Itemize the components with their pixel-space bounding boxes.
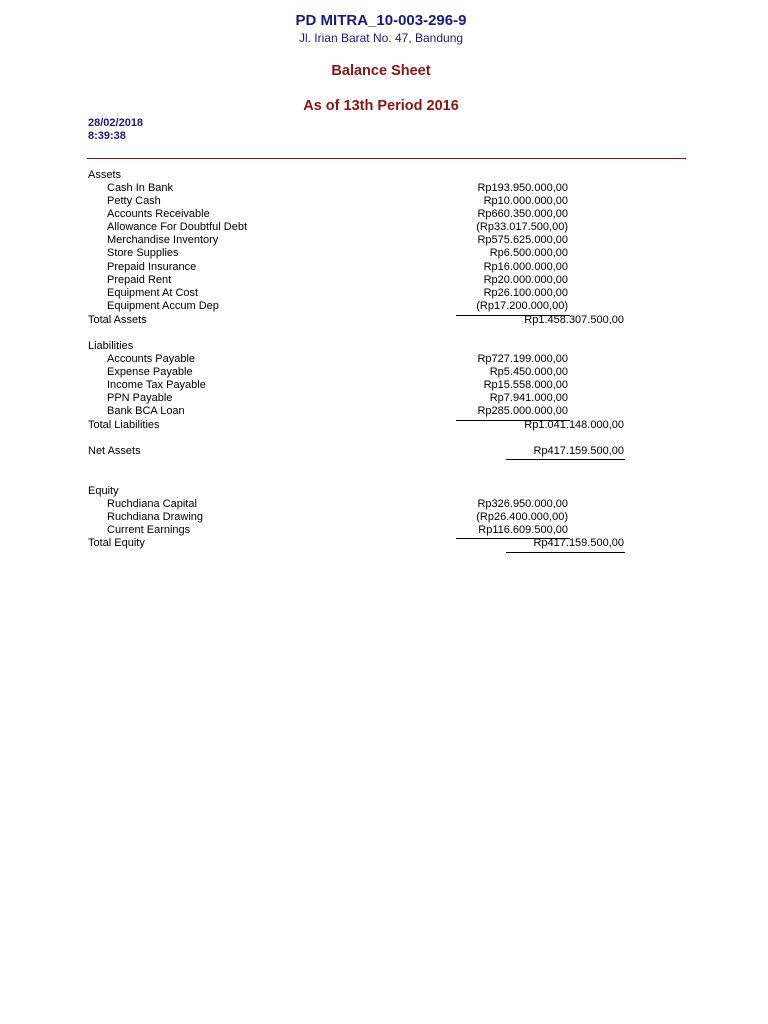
list-item [0, 524, 768, 537]
net-assets-label: Net Assets [88, 445, 141, 457]
total-label: Total Equity [88, 537, 145, 549]
account-label: Ruchdiana Drawing [107, 511, 203, 523]
net-assets-amount: Rp417.159.500,00 [533, 445, 624, 457]
equity-heading-row [0, 485, 768, 498]
company-address: Jl. Irian Barat No. 47, Bandung [298, 31, 464, 45]
account-label: Prepaid Insurance [107, 261, 197, 273]
account-label: Store Supplies [107, 247, 179, 259]
total-amount: Rp1.458.307.500,00 [524, 314, 624, 326]
net-assets-row [0, 445, 768, 458]
account-label: Accounts Payable [107, 353, 196, 365]
liabilities-heading-row [0, 340, 768, 353]
list-item [0, 379, 768, 392]
total-row [0, 314, 768, 327]
account-label: Equipment At Cost [107, 287, 199, 299]
total-label: Total Liabilities [88, 419, 160, 431]
account-label: Current Earnings [107, 524, 191, 536]
equity-total-rule [506, 552, 625, 553]
print-time: 8:39:38 [88, 130, 126, 142]
list-item [0, 274, 768, 287]
total-amount: Rp417.159.500,00 [533, 537, 624, 549]
account-amount: (Rp33.017.500,00) [476, 221, 568, 233]
header-divider [87, 158, 686, 159]
section-heading: Assets [88, 169, 122, 181]
list-item [0, 195, 768, 208]
account-amount: Rp116.609.500,00 [478, 524, 568, 536]
account-amount: Rp575.625.000,00 [477, 234, 568, 246]
account-label: Income Tax Payable [107, 379, 206, 391]
account-label: Ruchdiana Capital [107, 498, 197, 510]
account-amount: Rp727.199.000,00 [477, 353, 568, 365]
list-item [0, 247, 768, 260]
list-item [0, 182, 768, 195]
account-amount: Rp26.100.000,00 [483, 287, 568, 299]
list-item [0, 511, 768, 524]
account-label: PPN Payable [107, 392, 173, 404]
company-name: PD MITRA_10-003-296-9 [295, 12, 467, 29]
section-heading: Liabilities [88, 340, 134, 352]
account-label: Cash In Bank [107, 182, 174, 194]
list-item [0, 392, 768, 405]
account-amount: (Rp17.200.000,00) [476, 300, 568, 312]
report-period: As of 13th Period 2016 [303, 98, 459, 114]
list-item [0, 234, 768, 247]
account-amount: Rp15.558.000,00 [483, 379, 568, 391]
account-amount: Rp10.000.000,00 [483, 195, 568, 207]
print-date: 28/02/2018 [88, 117, 144, 129]
total-label: Total Assets [88, 314, 147, 326]
list-item [0, 261, 768, 274]
account-label: Expense Payable [107, 366, 193, 378]
account-label: Accounts Receivable [107, 208, 210, 220]
list-item [0, 498, 768, 511]
account-amount: Rp5.450.000,00 [489, 366, 568, 378]
total-row [0, 537, 768, 550]
report-title: Balance Sheet [331, 63, 431, 79]
total-amount: Rp1.041.148.000,00 [524, 419, 624, 431]
account-amount: Rp193.950.000,00 [477, 182, 568, 194]
section-heading: Equity [88, 485, 119, 497]
assets-heading-row [0, 169, 768, 182]
account-amount: Rp20.000.000,00 [483, 274, 568, 286]
account-label: Allowance For Doubtful Debt [107, 221, 248, 233]
account-label: Prepaid Rent [107, 274, 172, 286]
net-assets-rule [506, 459, 625, 460]
account-label: Petty Cash [107, 195, 161, 207]
account-amount: Rp285.000.000,00 [477, 405, 568, 417]
account-amount: Rp660.350.000,00 [477, 208, 568, 220]
list-item [0, 287, 768, 300]
total-row [0, 419, 768, 432]
list-item [0, 208, 768, 221]
account-amount: Rp326.950.000,00 [477, 498, 568, 510]
list-item [0, 366, 768, 379]
list-item [0, 300, 768, 313]
account-label: Merchandise Inventory [107, 234, 219, 246]
account-amount: Rp6.500.000,00 [489, 247, 568, 259]
account-label: Bank BCA Loan [107, 405, 185, 417]
list-item [0, 405, 768, 418]
list-item [0, 221, 768, 234]
account-amount: (Rp26.400.000,00) [476, 511, 568, 523]
account-amount: Rp7.941.000,00 [489, 392, 568, 404]
list-item [0, 353, 768, 366]
account-label: Equipment Accum Dep [107, 300, 219, 312]
account-amount: Rp16.000.000,00 [483, 261, 568, 273]
